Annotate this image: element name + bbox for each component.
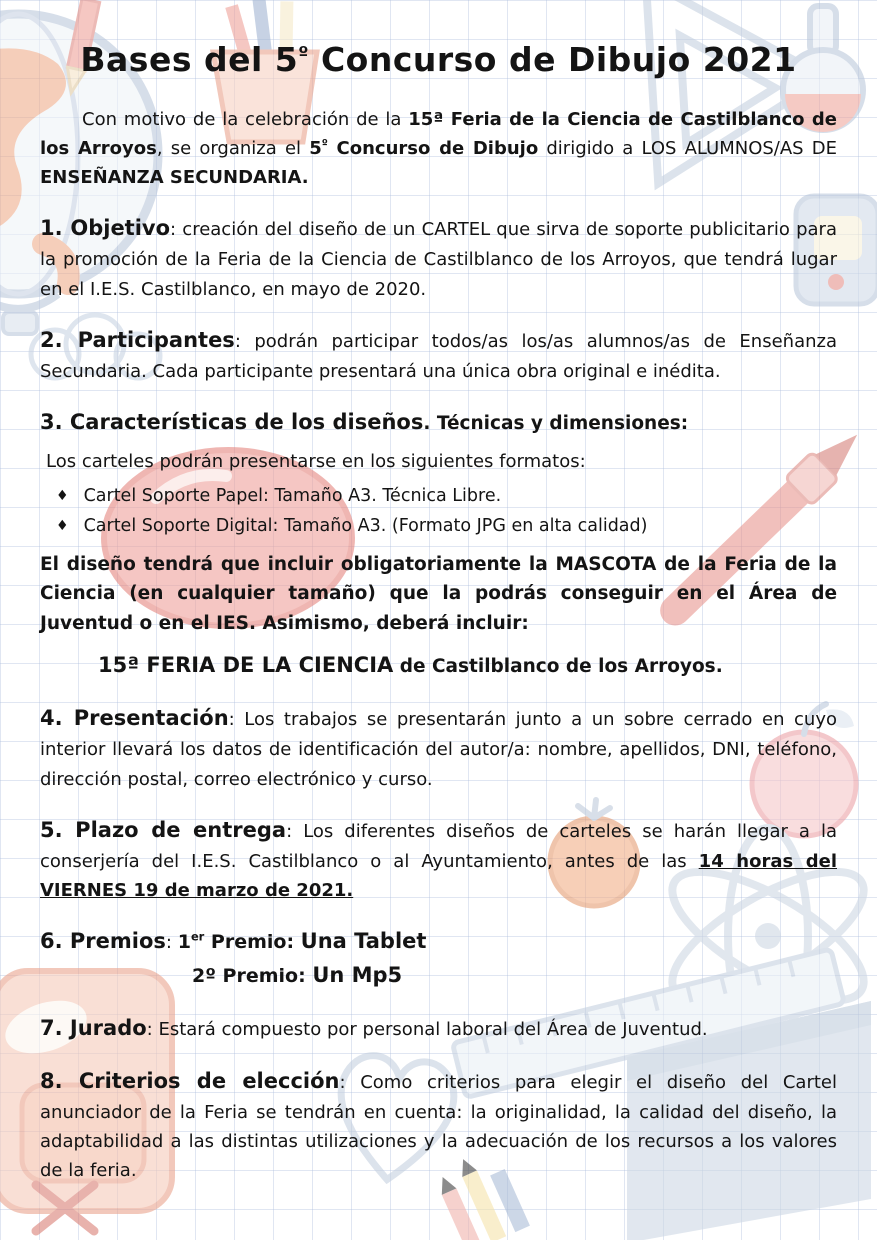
- section-objetivo-heading: 1. Objetivo: [40, 216, 171, 241]
- section-jurado-colon: :: [146, 1019, 159, 1041]
- deadline-text: 14 horas del VIERNES 19 de marzo de 2021.: [40, 850, 837, 901]
- section-premios: [40, 924, 837, 992]
- diamond-bullet-icon: ♦: [56, 517, 69, 534]
- first-prize-label: [178, 931, 301, 953]
- intro-concurso-ordinal: º: [321, 137, 328, 151]
- section-presentacion-body: Los trabajos se presentarán junto a un sobre cerrado en cuyo interior llevará los datos de identificación del autor/a: nombre, apellidos, DNI, teléfono, dirección postal, correo electrónico y curso.: [40, 709, 837, 790]
- feria-title-line: [40, 648, 837, 682]
- section-criterios-body: Como criterios para elegir el diseño del Cartel anunciador de la Feria se tendrán en cuenta: la originalidad, la calidad del diseño, la adaptabilidad a las distintas utilizaciones y la adecuación de los recursos a los valores de la feria.: [40, 1072, 837, 1182]
- section-caracteristicas-dot: .: [423, 412, 437, 434]
- section-presentacion-heading: 4. Presentación: [40, 706, 229, 731]
- intro-bold-concurso: [309, 138, 538, 159]
- first-prize-value: Una Tablet: [300, 929, 427, 954]
- section-participantes: [40, 323, 837, 386]
- second-prize-value: Un Mp5: [312, 963, 403, 988]
- diamond-bullet-icon: ♦: [56, 488, 69, 505]
- intro-text-3: dirigido a LOS ALUMNOS/AS DE: [538, 138, 837, 160]
- second-prize-label: 2º Premio:: [192, 965, 313, 988]
- section-presentacion: [40, 701, 837, 793]
- premios-line-2: [192, 958, 837, 992]
- section-caracteristicas: [40, 405, 837, 682]
- title-post: Concurso de Dibujo 2021: [308, 40, 797, 79]
- intro-text-1: Con motivo de la celebración de la: [82, 109, 409, 130]
- section-criterios-heading: 8. Criterios de elección: [40, 1069, 340, 1094]
- list-item: [40, 512, 837, 542]
- first-prize-ordinal: er: [190, 929, 205, 944]
- intro-bold-ensenanza: ENSEÑANZA SECUNDARIA.: [40, 167, 309, 189]
- section-participantes-heading: 2. Participantes: [40, 327, 235, 352]
- formats-list: [40, 482, 837, 542]
- intro-text-2: , se organiza el: [156, 138, 310, 160]
- premios-line-1: [40, 924, 837, 958]
- section-criterios-colon: :: [339, 1072, 361, 1094]
- section-participantes-body: podrán participar todos/as los/as alumnos/as de Enseñanza Secundaria. Cada participante presentará una única obra original e inédita.: [40, 330, 837, 382]
- formats-lead: Los carteles podrán presentarse en los siguientes formatos:: [46, 450, 586, 472]
- section-premios-heading: 6. Premios: [40, 929, 166, 954]
- feria-title-big: 15ª FERIA DE LA CIENCIA: [98, 653, 394, 678]
- section-objetivo-body: creación del diseño de un CARTEL que sirva de soporte publicitario para la promoción de la Feria de la Ciencia de Castilblanco de los Arroyos, que tendrá lugar en el I.E.S. Castilblanco, en mayo de 2020.: [40, 219, 837, 300]
- list-item: [40, 482, 837, 512]
- intro-concurso-rest: Concurso de Dibujo: [327, 138, 539, 160]
- first-prize-num: 1: [177, 931, 191, 954]
- intro-paragraph: [40, 105, 837, 192]
- section-objetivo: [40, 211, 837, 303]
- section-jurado-body: Estará compuesto por personal laboral del Área de Juventud.: [158, 1019, 708, 1041]
- section-caracteristicas-heading: 3. Características de los diseños: [40, 409, 424, 434]
- section-caracteristicas-subheading: Técnicas y dimensiones:: [436, 412, 689, 434]
- section-objetivo-colon: :: [170, 219, 183, 241]
- title-ordinal: º: [298, 43, 309, 64]
- section-premios-colon: :: [165, 932, 178, 954]
- title-pre: Bases del 5: [80, 40, 299, 79]
- section-plazo-body: Los diferentes diseños de carteles se harán llegar a la conserjería del I.E.S. Castilblanco o al Ayuntamiento, antes de las: [40, 820, 837, 872]
- intro-bold-feria: 15ª Feria de la Ciencia de Castilblanco de los Arroyos: [40, 109, 837, 160]
- section-plazo-colon: :: [286, 820, 304, 842]
- page-title: [40, 40, 837, 79]
- intro-concurso-num: 5: [309, 138, 322, 160]
- first-prize-word: Premio:: [204, 931, 301, 954]
- section-caracteristicas-header: [40, 405, 837, 439]
- format-digital: Cartel Soporte Digital: Tamaño A3. (Formato JPG en alta calidad): [83, 515, 648, 536]
- section-jurado: [40, 1011, 837, 1045]
- format-papel: Cartel Soporte Papel: Tamaño A3. Técnica Libre.: [83, 486, 502, 507]
- feria-title-small: de Castilblanco de los Arroyos.: [393, 656, 723, 678]
- section-presentacion-colon: :: [228, 709, 245, 731]
- section-plazo: [40, 813, 837, 905]
- section-participantes-colon: :: [234, 330, 255, 352]
- section-jurado-heading: 7. Jurado: [40, 1016, 147, 1041]
- section-criterios: [40, 1064, 837, 1185]
- section-plazo-heading: 5. Plazo de entrega: [40, 817, 287, 842]
- mascota-requirement: El diseño tendrá que incluir obligatoriamente la MASCOTA de la Feria de la Ciencia (en cualquier tamaño) que la podrás conseguir en el Área de Juventud o en el IES. Asimismo, deberá incluir:: [40, 553, 837, 634]
